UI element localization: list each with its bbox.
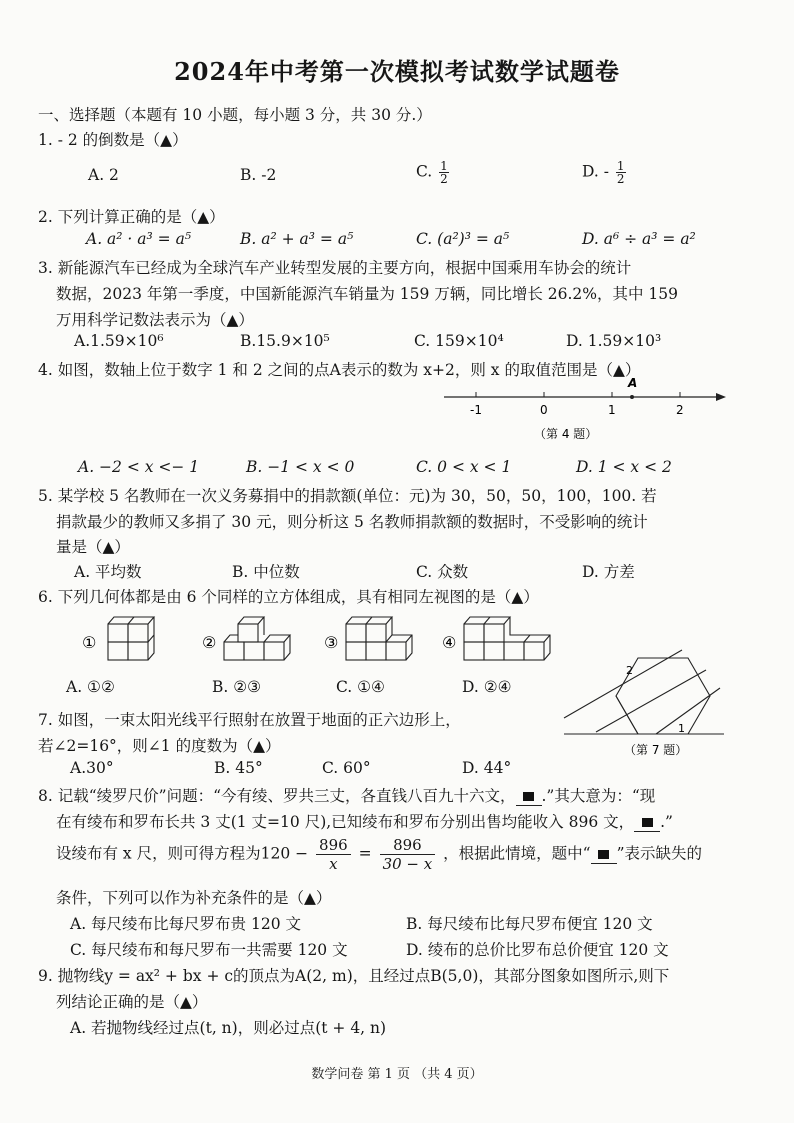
q7-option-b: B. 45° <box>214 759 263 777</box>
q8-line-2-tail: .” <box>660 813 673 831</box>
solid-label-2: ② <box>202 633 217 652</box>
fraction-1-denominator: x <box>329 855 338 873</box>
tick-label: 0 <box>540 403 548 417</box>
q7-line-1: 7. 如图，一束太阳光线平行照射在放置于地面的正六边形上， <box>38 711 461 729</box>
solid-1 <box>108 617 154 660</box>
angle-2-label: 2 <box>626 664 633 677</box>
q3-line-1: 3. 新能源汽车已经成为全球汽车产业转型发展的主要方向，根据中国乘用车协会的统计 <box>38 259 632 277</box>
tick-label: 2 <box>676 403 684 417</box>
q1-d-denominator: 2 <box>616 172 625 186</box>
light-ray <box>596 670 706 732</box>
solid-label-1: ① <box>82 633 97 652</box>
tick-label: 1 <box>608 403 616 417</box>
q2-option-a: A. a² · a³ = a⁵ <box>86 230 192 248</box>
q6-option-c: C. ①④ <box>336 678 385 696</box>
light-ray <box>656 688 720 734</box>
equation-fraction-2 <box>380 836 436 873</box>
q5-option-a: A. 平均数 <box>74 563 142 581</box>
q3-line-3: 万用科学记数法表示为（▲） <box>56 311 254 329</box>
q1-c-denominator: 2 <box>440 172 448 186</box>
q8-line-1-tail: .”其大意为：“现 <box>541 787 656 805</box>
page-title: 2024年中考第一次模拟考试数学试题卷 <box>174 57 620 86</box>
q3-option-d: D. 1.59×10³ <box>566 332 662 350</box>
q5-line-1: 5. 某学校 5 名教师在一次义务募捐中的捐款额(单位：元)为 30，50，50，100，100. 若 <box>38 487 657 505</box>
q8-option-c: C. 每尺绫布和每尺罗布一共需要 120 文 <box>70 941 348 959</box>
q1-option-d-prefix: D. - <box>582 162 609 181</box>
q1-option-c <box>416 160 451 185</box>
q8-line-3-tail: ”表示缺失的 <box>616 844 703 863</box>
q8-line-2 <box>56 810 673 832</box>
q4-option-b: B. −1 < x < 0 <box>246 458 355 476</box>
fraction-2-denominator: 30 − x <box>382 855 433 873</box>
q7-line-2: 若∠2=16°，则∠1 的度数为（▲） <box>38 737 281 755</box>
q8-line-1 <box>38 784 655 806</box>
solid-label-4: ④ <box>442 633 457 652</box>
q6-option-b: B. ②③ <box>212 678 262 696</box>
q1-option-c-prefix: C. <box>416 162 433 181</box>
missing-condition-blank <box>516 787 542 806</box>
hexagon-diagonal <box>616 696 638 734</box>
q3-line-2: 数据，2023 年第一季度，中国新能源汽车销量为 159 万辆，同比增长 26.2%，其中 159 <box>56 285 678 303</box>
q8-line-3-mid: ，根据此情境，题中“ <box>443 844 591 863</box>
q8-line-3-text: 设绫布有 x 尺，则可得方程为120 − <box>56 844 309 863</box>
q1-option-c-fraction <box>439 160 449 185</box>
point-a <box>630 395 634 399</box>
q4-number-line <box>440 372 730 452</box>
q3-option-a: A.1.59×10⁶ <box>74 332 164 350</box>
q4-stem: 4. 如图，数轴上位于数字 1 和 2 之间的点A表示的数为 x+2，则 x 的取值范围是（▲） <box>38 361 641 379</box>
q8-line-4: 条件，下列可以作为补充条件的是（▲） <box>56 889 332 907</box>
q1-option-d-fraction <box>616 160 626 185</box>
q5-option-b: B. 中位数 <box>232 563 300 581</box>
number-line-arrow <box>716 393 726 401</box>
solid-3 <box>346 617 412 660</box>
q1-option-a: A. 2 <box>88 166 119 184</box>
missing-condition-blank <box>591 845 617 864</box>
q7-option-d: D. 44° <box>462 759 512 777</box>
q9-option-a: A. 若抛物线经过点(t, n)，则必过点(t + 4, n) <box>70 1019 387 1037</box>
equation-equals: = <box>358 844 372 863</box>
q4-caption: （第 4 题） <box>534 427 598 441</box>
fraction-1-numerator: 896 <box>316 836 351 855</box>
section-heading: 一、选择题（本题有 10 小题，每小题 3 分，共 30 分.） <box>38 106 432 124</box>
q2-option-c: C. (a²)³ = a⁵ <box>416 230 510 248</box>
q3-option-c: C. 159×10⁴ <box>414 332 504 350</box>
q1-stem: 1. - 2 的倒数是（▲） <box>38 131 188 149</box>
q1-option-b: B. -2 <box>240 166 277 184</box>
q3-option-b: B.15.9×10⁵ <box>240 332 330 350</box>
q2-option-b: B. a² + a³ = a⁵ <box>240 230 354 248</box>
fraction-2-numerator: 896 <box>380 836 436 855</box>
q5-option-c: C. 众数 <box>416 563 469 581</box>
q8-option-b: B. 每尺绫布比每尺罗布便宜 120 文 <box>406 915 653 933</box>
q9-line-2: 列结论正确的是（▲） <box>56 993 208 1011</box>
q4-option-c: C. 0 < x < 1 <box>416 458 512 476</box>
q6-solids-figure <box>76 612 556 668</box>
q6-option-d: D. ②④ <box>462 678 512 696</box>
q7-option-c: C. 60° <box>322 759 371 777</box>
q2-stem: 2. 下列计算正确的是（▲） <box>38 208 225 226</box>
q1-option-d <box>582 160 628 185</box>
q8-line-1-text: 8. 记载“绫罗尺价”问题：“今有绫、罗共三丈，各直钱八百九十六文， <box>38 787 516 805</box>
page-footer: 数学问卷 第 1 页 （共 4 页） <box>311 1067 483 1082</box>
angle-1-label: 1 <box>678 722 685 735</box>
q6-stem: 6. 下列几何体都是由 6 个同样的立方体组成，具有相同左视图的是（▲） <box>38 588 539 606</box>
solid-4 <box>464 617 550 660</box>
q4-option-d: D. 1 < x < 2 <box>576 458 672 476</box>
missing-condition-blank <box>634 813 660 832</box>
q1-d-numerator: 1 <box>616 159 625 173</box>
q7-caption: （第 7 题） <box>624 743 688 757</box>
solid-label-3: ③ <box>324 633 339 652</box>
q7-hexagon-figure <box>560 646 728 758</box>
q4-option-a: A. −2 < x <− 1 <box>78 458 200 476</box>
q8-option-a: A. 每尺绫布比每尺罗布贵 120 文 <box>70 915 301 933</box>
q6-option-a: A. ①② <box>66 678 115 696</box>
solid-2 <box>224 617 290 660</box>
q2-option-d: D. a⁶ ÷ a³ = a² <box>582 230 696 248</box>
q7-option-a: A.30° <box>70 759 114 777</box>
tick-label: -1 <box>470 403 482 417</box>
equation-fraction-1 <box>316 836 351 873</box>
q9-line-1: 9. 抛物线y = ax² + bx + c的顶点为A(2, m)，且经过点B(5,0)，其部分图象如图所示,则下 <box>38 967 670 985</box>
q5-line-2: 捐款最少的教师又多捐了 30 元，则分析这 5 名教师捐款额的数据时，不受影响的统计 <box>56 513 648 531</box>
q8-line-2-text: 在有绫布和罗布长共 3 丈(1 丈=10 尺),已知绫布和罗布分别出售均能收入 896 文， <box>56 813 635 831</box>
q8-option-d: D. 绫布的总价比罗布总价便宜 120 文 <box>406 941 669 959</box>
q5-line-3: 量是（▲） <box>56 538 130 556</box>
q1-c-numerator: 1 <box>440 159 448 173</box>
q8-equation-line <box>56 836 702 873</box>
point-a-label: A <box>628 376 638 390</box>
q5-option-d: D. 方差 <box>582 563 635 581</box>
